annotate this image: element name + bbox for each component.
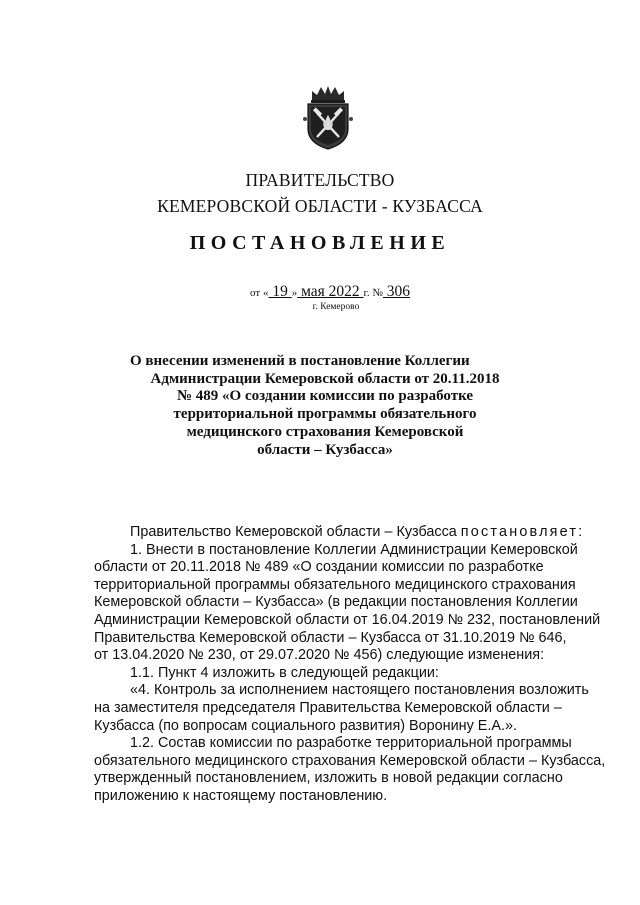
issue-city: г. Кемерово [312, 302, 360, 312]
date-quote-close: » [291, 287, 298, 299]
subject-line: области – Кузбасса» [257, 441, 393, 458]
body-line: Правительства Кемеровской области – Кузбасса от 31.10.2019 № 646, [94, 629, 567, 646]
date-day: 19 [268, 283, 292, 300]
preamble-verb: постановляет: [460, 524, 585, 540]
decree-number: 306 [382, 283, 410, 300]
body-line: от 13.04.2020 № 230, от 29.07.2020 № 456) следующие изменения: [94, 647, 545, 664]
preamble-text: Правительство Кемеровской области – Кузбасса [130, 524, 457, 540]
subject-line: № 489 «О создании комиссии по разработке [176, 388, 474, 405]
date-month-year: мая 2022 [297, 283, 364, 300]
body-line: Кузбасса (по вопросам социального развития) Воронину Е.А.». [94, 717, 517, 734]
body-line: обязательного медицинского страхования Кемеровской области – Кузбасса, [94, 752, 606, 769]
subject-line: медицинского страхования Кемеровской [186, 423, 464, 440]
kemerovo-coat-of-arms-emblem [300, 85, 356, 151]
decree-date-line [0, 283, 640, 301]
government-title-line-2: КЕМЕРОВСКОЙ ОБЛАСТИ - КУЗБАССА [157, 196, 483, 216]
subject-line: О внесении изменений в постановление Коллегии [130, 353, 470, 369]
body-line: территориальной программы обязательного медицинского страхования [94, 576, 576, 593]
decree-body [94, 524, 606, 806]
date-prefix: от « [250, 287, 269, 299]
body-line: 1. Внести в постановление Коллегии Администрации Кемеровской [130, 541, 578, 558]
preamble-line [94, 524, 585, 542]
body-line: «4. Контроль за исполнением настоящего постановления возложить [130, 682, 589, 699]
subject-line: Администрации Кемеровской области от 20.11.2018 [150, 370, 500, 387]
government-title-line-1: ПРАВИТЕЛЬСТВО [245, 170, 395, 190]
subject-line: территориальной программы обязательного [173, 406, 477, 423]
body-line: приложению к настоящему постановлению. [94, 787, 388, 804]
date-suffix: г. № [363, 287, 383, 299]
document-type-heading: ПОСТАНОВЛЕНИЕ [189, 232, 451, 254]
body-line: утвержденный постановлением, изложить в новой редакции согласно [94, 770, 563, 787]
body-line: Администрации Кемеровской области от 16.04.2019 № 232, постановлений [94, 611, 601, 628]
decree-subject [130, 353, 520, 459]
body-line: на заместителя председателя Правительства Кемеровской области – [94, 699, 562, 716]
body-line: Кемеровской области – Кузбасса» (в редакции постановления Коллегии [94, 594, 578, 611]
body-line: 1.2. Состав комиссии по разработке территориальной программы [130, 735, 572, 752]
body-line: области от 20.11.2018 № 489 «О создании комиссии по разработке [94, 559, 544, 576]
body-line: 1.1. Пункт 4 изложить в следующей редакции: [130, 664, 439, 681]
